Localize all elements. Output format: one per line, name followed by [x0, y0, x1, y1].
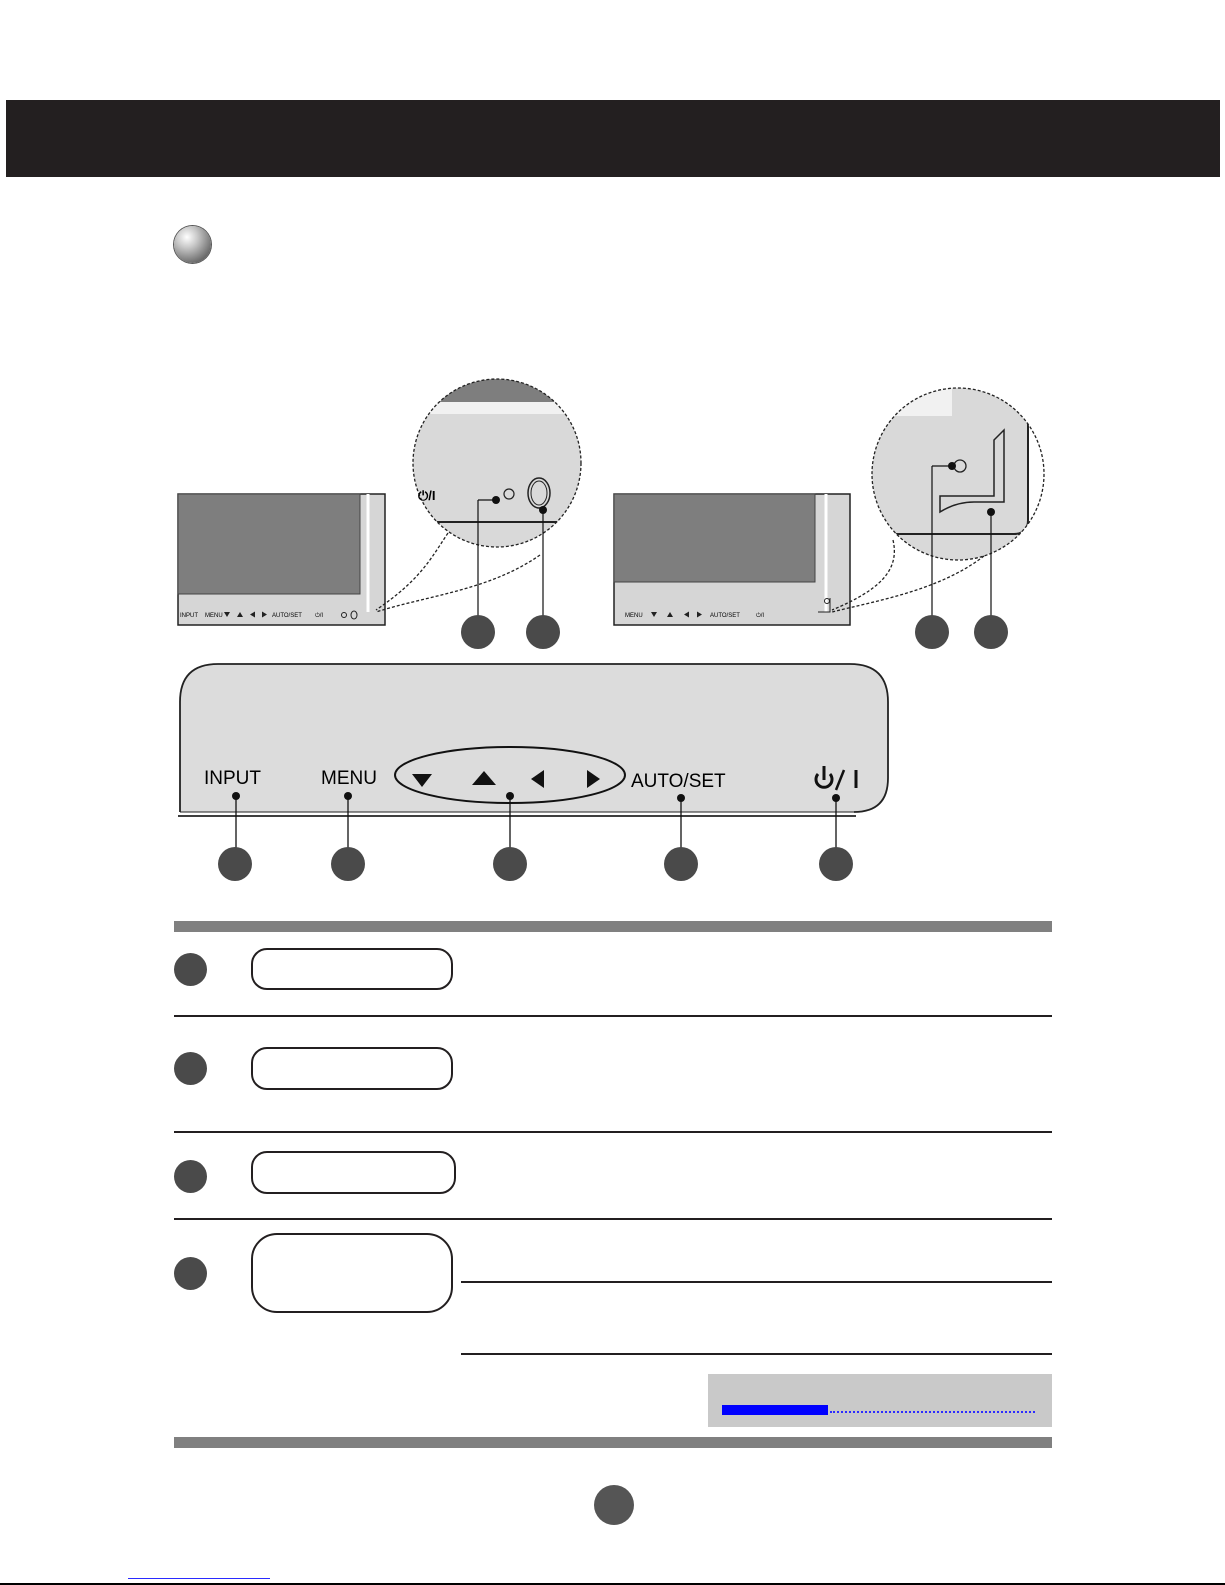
marker-circle — [664, 847, 698, 881]
marker-circle — [331, 847, 365, 881]
thumb-right-menu: MENU — [625, 613, 643, 619]
subrow-divider — [461, 1281, 1052, 1283]
subrow-divider — [461, 1353, 1052, 1355]
thumb-left-autoset: AUTO/SET — [272, 613, 302, 619]
marker-circle — [218, 847, 252, 881]
row-divider — [174, 1015, 1052, 1017]
page-number-badge — [594, 1485, 634, 1525]
progress-note-box — [708, 1374, 1052, 1427]
table-top-rule — [174, 921, 1052, 932]
thumb-left-power: ⏻/I — [315, 613, 324, 619]
thumb-left-input: INPUT — [180, 613, 198, 619]
monitor-right-thumbnail — [614, 494, 850, 625]
row-label-box — [251, 1047, 453, 1090]
zoom-bubble-left — [376, 370, 600, 632]
bubble-left-power-label: ⏻/I — [418, 488, 436, 503]
marker-circle — [974, 615, 1008, 649]
row-marker — [174, 1257, 207, 1290]
marker-circle — [915, 615, 949, 649]
marker-circle — [526, 615, 560, 649]
marker-circle — [461, 615, 495, 649]
zoom-bubble-right — [832, 380, 1068, 632]
row-marker — [174, 953, 207, 986]
progress-bar-track — [830, 1411, 1035, 1413]
thumb-right-power: ⏻/I — [756, 613, 765, 619]
marker-circle — [493, 847, 527, 881]
row-label-box — [251, 1151, 456, 1194]
footer-link-underline[interactable] — [128, 1578, 270, 1579]
thumb-left-menu: MENU — [205, 613, 223, 619]
row-divider — [174, 1131, 1052, 1133]
row-divider — [174, 1218, 1052, 1220]
row-marker — [174, 1160, 207, 1193]
row-label-box — [251, 948, 453, 990]
autoset-button-label[interactable]: AUTO/SET — [631, 771, 726, 792]
row-label-box — [251, 1233, 453, 1313]
control-panel-enlarged — [178, 664, 888, 816]
progress-bar-fill — [722, 1405, 828, 1415]
menu-button-label[interactable]: MENU — [321, 768, 377, 789]
thumb-right-autoset: AUTO/SET — [710, 613, 740, 619]
monitor-left-thumbnail — [178, 494, 385, 625]
input-button-label[interactable]: INPUT — [204, 768, 261, 789]
table-bottom-rule — [174, 1437, 1052, 1448]
marker-circle — [819, 847, 853, 881]
row-marker — [174, 1052, 207, 1085]
